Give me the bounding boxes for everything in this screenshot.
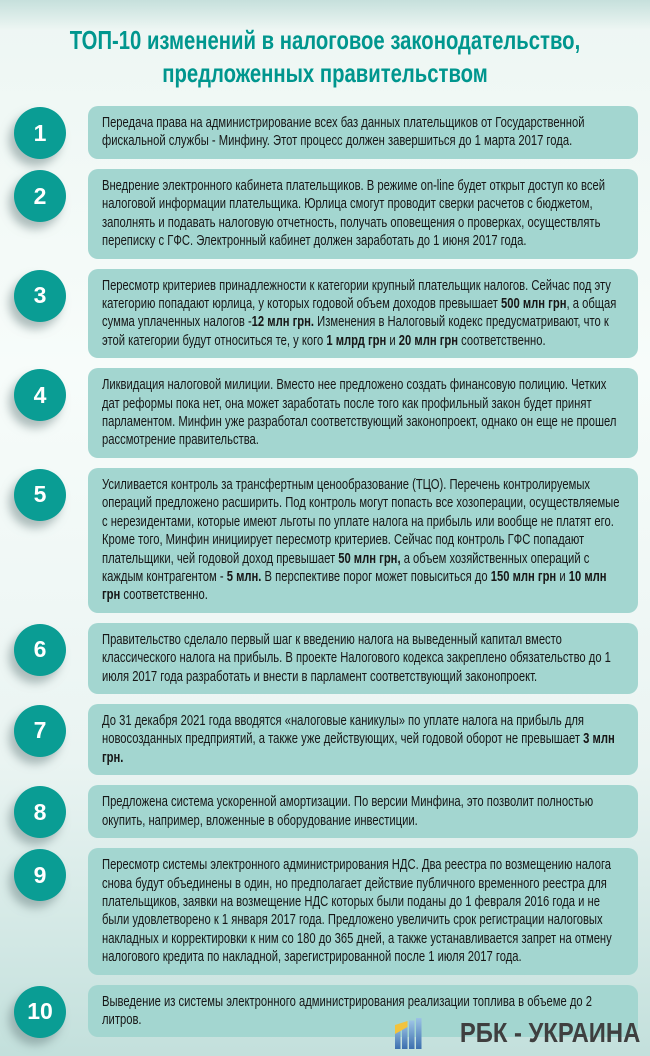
item-text: Правительство сделало первый шаг к введению налога на выведенный капитал вместо классического налога на прибыль. В проекте Налогового кодекса закреплено обязательство до 1 июля 2017 года разработать и внести в парламент соответствующий законопроект. xyxy=(102,631,611,685)
title-line-1: ТОП-10 изменений в налоговое законодательство, xyxy=(69,25,581,55)
item-number-badge: 1 xyxy=(14,107,66,159)
item-number-badge: 5 xyxy=(14,469,66,521)
item-text: Выведение из системы электронного администрирования реализации топлива в объеме до 2 литров. xyxy=(102,993,592,1028)
item-number-badge: 3 xyxy=(14,270,66,322)
item-number-column xyxy=(0,169,88,222)
item-number-badge: 4 xyxy=(14,369,66,421)
item-text-box xyxy=(88,468,638,613)
list-item xyxy=(0,848,650,974)
item-text-box xyxy=(88,623,638,694)
item-number-badge: 7 xyxy=(14,705,66,757)
item-number-badge: 9 xyxy=(14,849,66,901)
page-title xyxy=(0,0,650,90)
item-text: Внедрение электронного кабинета плательщиков. В режиме on-line будет открыт доступ ко всей налоговой информации плательщика. Юрлица смогут проводит сверки расчетов с бюджетом, заполнять и подавать налоговую отчетность, получать оповещения о проверках, осуществлять переписку с ГФС. Электронный кабинет должен заработать до 1 июня 2017 года. xyxy=(102,178,605,250)
item-text: Предложена система ускоренной амортизации. По версии Минфина, это позволит полностью окупить, например, вложенные в оборудование инвестиции. xyxy=(102,794,594,829)
item-number-column xyxy=(0,848,88,901)
item-number-column xyxy=(0,368,88,421)
list-item xyxy=(0,785,650,838)
item-text: Пересмотр критериев принадлежности к категории крупный плательщик налогов. Сейчас под эту категорию попадают юрлица, у которых годовой объем доходов превышает 500 млн грн, а общая сумма уплаченных налогов -12 млн грн. Изменения в Налоговый кодекс предусматривают, что к этой категории будут относиться те, у кого 1 млрд грн и 20 млн грн соответственно. xyxy=(102,277,617,349)
item-text: Передача права на администрирование всех баз данных плательщиков от Государственной фискальной службы - Минфину. Этот процесс должен завершиться до 1 марта 2017 года. xyxy=(102,115,585,150)
rbc-bars-icon xyxy=(395,1018,423,1049)
item-text: До 31 декабря 2021 года вводятся «налоговые каникулы» по уплате налога на прибыль для новосозданных предприятий, а также уже действующих, чей годовой оборот не превышает 3 млн грн. xyxy=(102,712,615,766)
item-number-column xyxy=(0,623,88,676)
item-text-box xyxy=(88,785,638,838)
item-text-box xyxy=(88,269,638,359)
list-item xyxy=(0,623,650,694)
item-number-column xyxy=(0,106,88,159)
item-text: Ликвидация налоговой милиции. Вместо нее предложено создать финансовую полицию. Четких дат реформы пока нет, она может заработать после того как профильный закон будет принят парламентом. Минфин уже разработал соответствующий законопроект, однако он еще не прошел рассмотрение правительства. xyxy=(102,377,617,449)
items-list xyxy=(0,106,650,1038)
item-number-column xyxy=(0,704,88,757)
list-item xyxy=(0,169,650,259)
list-item xyxy=(0,368,650,458)
item-number-column xyxy=(0,468,88,521)
item-text-box xyxy=(88,848,638,974)
item-text: Пересмотр системы электронного администрирования НДС. Два реестра по возмещению налога снова будут объединены в один, но предполагает действие публичного временного реестра для плательщиков, заявки на возмещение НДС которых были поданы до 1 февраля 2016 года и не были удовлетворено к 1 января 2017 года. Предложено увеличить срок регистрации налоговых накладных и корректировки к ним со 180 до 365 дней, а также устанавливается запрет на отмену налогового кредита по накладной, зарегистрированной после 1 июля 2017 года. xyxy=(102,857,612,966)
list-item xyxy=(0,704,650,775)
item-number-column xyxy=(0,985,88,1038)
list-item xyxy=(0,468,650,613)
item-text-box xyxy=(88,704,638,775)
footer-logo xyxy=(395,1017,640,1049)
list-item xyxy=(0,106,650,159)
item-text: Усиливается контроль за трансфертным ценообразование (ТЦО). Перечень контролируемых операций предложено расширить. Под контроль могут попасть все хозоперации, осуществляемые с нерезидентами, которые имеют льготы по уплате налога на прибыль или вообще не платят его. Кроме того, Минфин инициирует пересмотр критериев. Сейчас под контроль ГФС попадают плательщики, чей годовой доход превышает 50 млн грн, а объем хозяйственных операций с каждым контрагентом - 5 млн. В перспективе порог может повыситься до 150 млн грн и 10 млн грн соответственно. xyxy=(102,476,620,604)
item-number-column xyxy=(0,269,88,322)
item-number-badge: 8 xyxy=(14,786,66,838)
item-number-column xyxy=(0,785,88,838)
item-text-box xyxy=(88,368,638,458)
item-number-badge: 2 xyxy=(14,170,66,222)
item-text-box xyxy=(88,169,638,259)
item-number-badge: 6 xyxy=(14,624,66,676)
list-item xyxy=(0,269,650,359)
item-number-badge: 10 xyxy=(14,986,66,1038)
title-line-2: предложенных правительством xyxy=(162,58,488,88)
brand-name: РБК - УКРАИНА xyxy=(459,1017,640,1048)
item-text-box xyxy=(88,106,638,159)
